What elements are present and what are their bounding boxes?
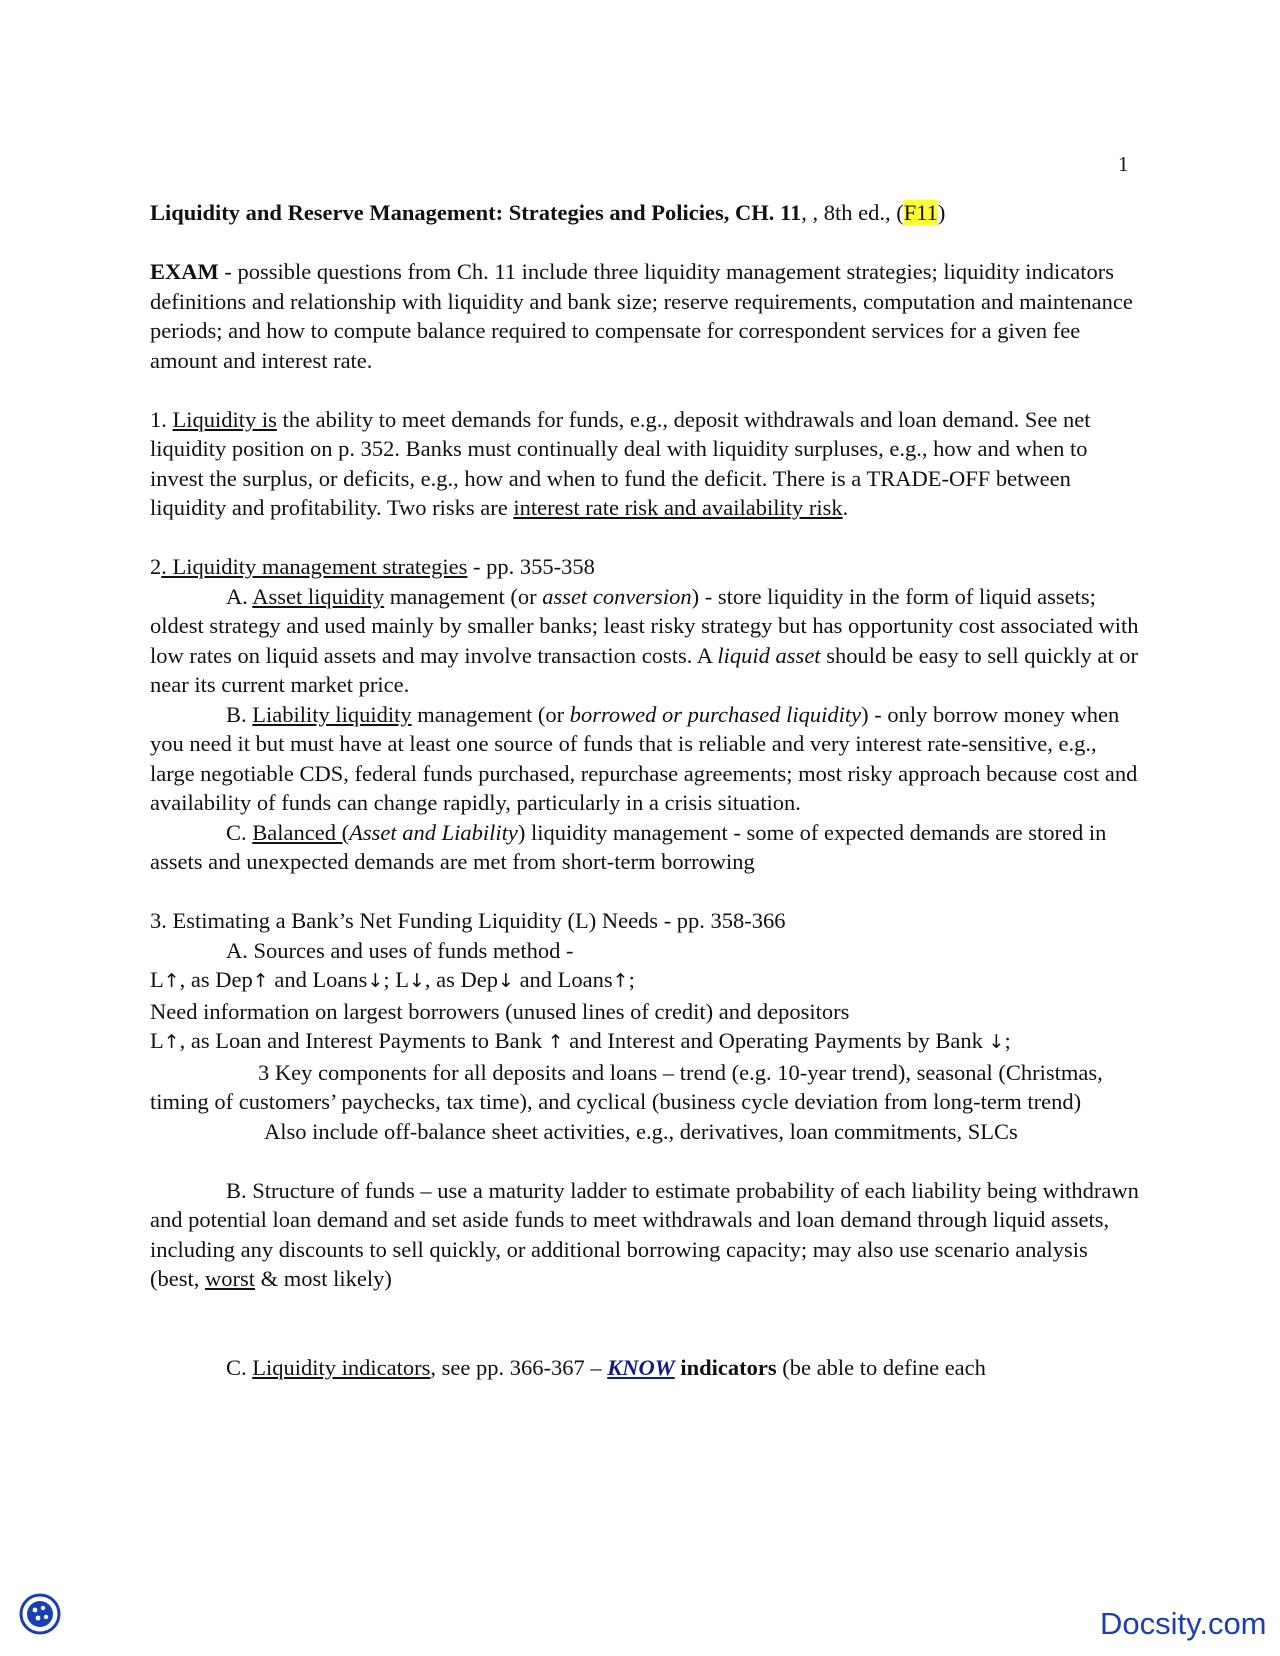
arrow-up-icon: ↑ (612, 970, 629, 992)
section-3-heading: 3. Estimating a Bank’s Net Funding Liquidity (L) Needs - pp. 358-366 (150, 908, 786, 933)
arrow-down-icon: ↓ (367, 970, 384, 992)
liquidity-deposit-loan-line: L↑, as Dep↑ and Loans↓; L↓, as Dep↓ and Loans↑; (150, 967, 635, 992)
section-2-heading: 2. Liquidity management strategies - pp. 355-358 (150, 554, 595, 579)
section-2c-balanced-liquidity: C. Balanced (Asset and Liability) liquidity management - some of expected demands are stored in assets and unexpected demands are met from short-term borrowing (150, 819, 1107, 874)
key-components-line: 3 Key components for all deposits and loans – trend (e.g. 10-year trend), seasonal (Christmas, timing of customers’ paychecks, tax time), and cyclical (business cycle deviation from long-term trend) (150, 1059, 1103, 1114)
arrow-down-icon: ↓ (498, 970, 514, 992)
document-title: Liquidity and Reserve Management: Strategies and Policies, CH. 11, , 8th ed., (F11) (150, 200, 946, 225)
exam-paragraph: EXAM - possible questions from Ch. 11 include three liquidity management strategies; liquidity indicators definitions and relationship with liquidity and bank size; reserve requirements, computation and maintenance periods; and how to compute balance required to compensate for correspondent services for a given fee amount and interest rate. (150, 259, 1133, 373)
docsity-brand[interactable]: Docsity.com (1100, 1606, 1267, 1641)
page-number: 1 (1118, 152, 1129, 176)
section-2b-liability-liquidity: B. Liability liquidity management (or borrowed or purchased liquidity) - only borrow money when you need it but must have at least one source of funds that is reliable and very interest rate-sensitive, e.g., large negotiable CDS, federal funds purchased, repurchase agreements; most risky approach because cost and availability of funds can change rapidly, particularly in a crisis situation. (150, 701, 1138, 815)
section-1-liquidity: 1. Liquidity is the ability to meet demands for funds, e.g., deposit withdrawals and loan demand. See net liquidity position on p. 352. Banks must continually deal with liquidity surpluses, e.g., how and when to invest the surplus, or deficits, e.g., how and when to fund the deficit. There is a TRADE-OFF between liquidity and profitability. Two risks are interest rate risk and availability risk. (150, 406, 1091, 520)
arrow-down-icon: ↓ (408, 970, 425, 992)
section-2a-asset-liquidity: A. Asset liquidity management (or asset conversion) - store liquidity in the form of liquid assets; oldest strategy and used mainly by smaller banks; least risky strategy but has opportunity cost associated with low rates on liquid assets and may involve transaction costs. A liquid asset should be easy to sell quickly at or near its current market price. (150, 583, 1139, 697)
document-body (150, 198, 1140, 1382)
section-3c-liquidity-indicators: C. Liquidity indicators, see pp. 366-367 – KNOW indicators (be able to define each (226, 1354, 986, 1380)
borrowers-info-line: Need information on largest borrowers (unused lines of credit) and depositors (150, 998, 850, 1024)
liquidity-payments-line: L↑, as Loan and Interest Payments to Bank ↑ and Interest and Operating Payments by Bank ↓; (150, 1028, 1011, 1053)
title-highlight: F11 (903, 200, 938, 225)
off-balance-line: Also include off-balance sheet activities, e.g., derivatives, loan commitments, SLCs (264, 1118, 1018, 1144)
arrow-up-icon: ↑ (163, 1031, 180, 1053)
arrow-up-icon: ↑ (252, 970, 269, 992)
docsity-logo-icon (18, 1592, 62, 1636)
section-3a-sources-uses: A. Sources and uses of funds method - (226, 937, 574, 963)
arrow-up-icon: ↑ (163, 970, 180, 992)
arrow-up-icon: ↑ (547, 1031, 564, 1053)
section-3b-structure-of-funds: B. Structure of funds – use a maturity ladder to estimate probability of each liability being withdrawn and potential loan demand and set aside funds to meet withdrawals and loan demand through liquid assets, including any discounts to sell quickly, or additional borrowing capacity; may also use scenario analysis (best, worst & most likely) (150, 1177, 1139, 1291)
arrow-down-icon: ↓ (988, 1031, 1005, 1053)
